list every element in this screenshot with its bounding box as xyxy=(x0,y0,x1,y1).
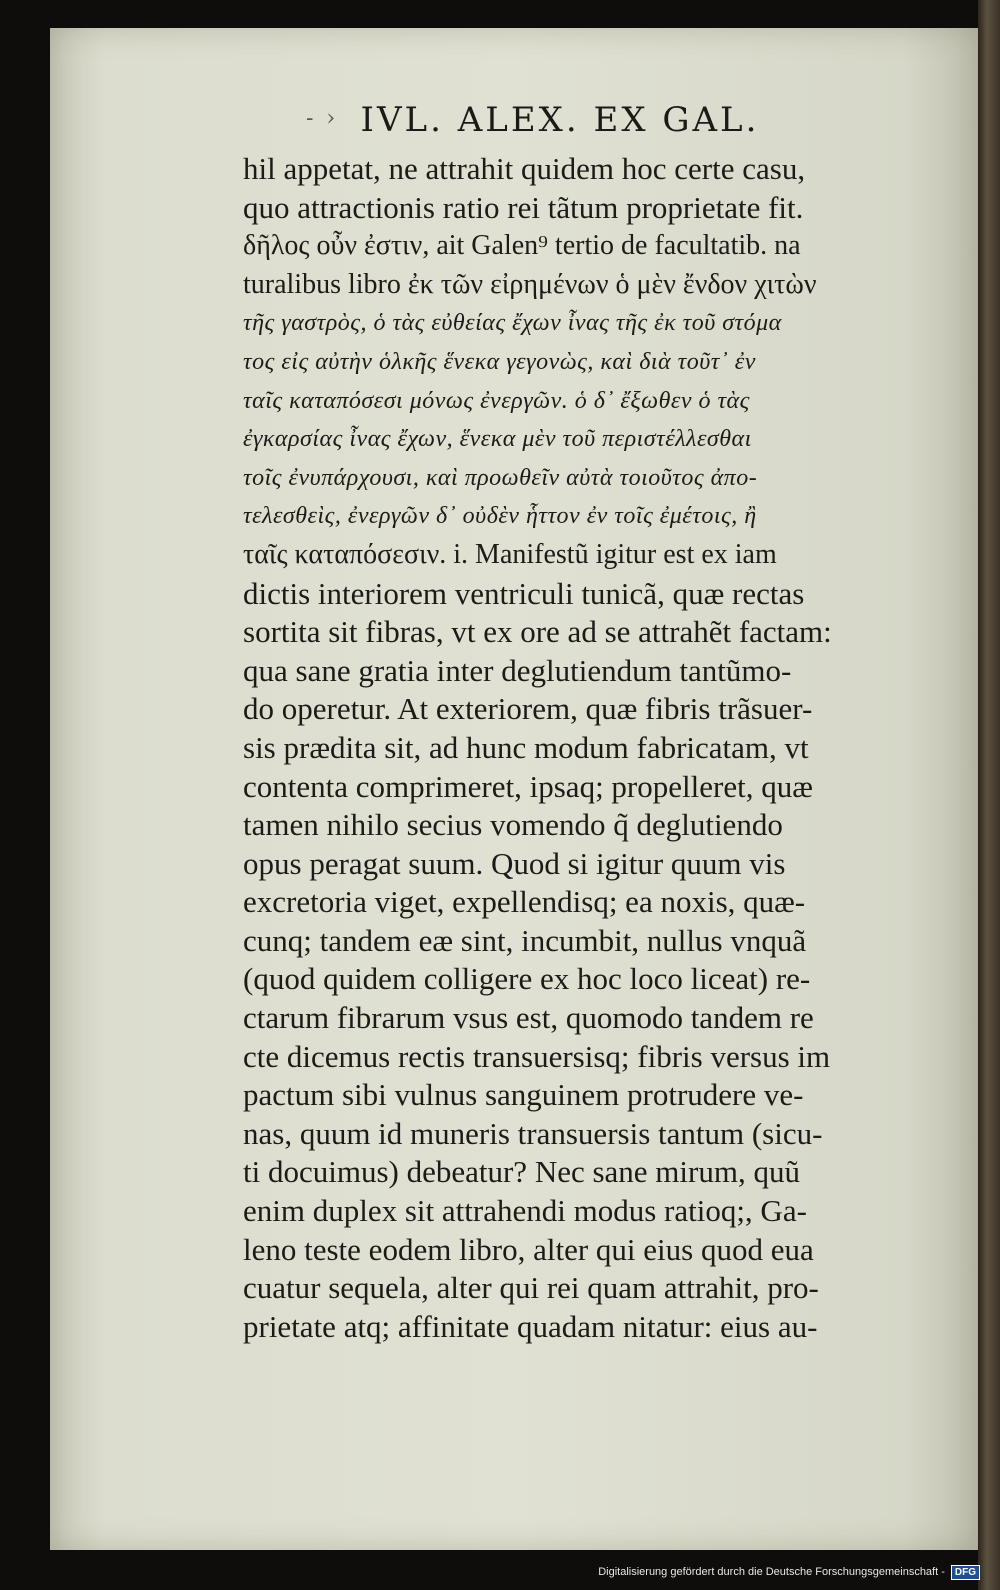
running-head-prefix: - › xyxy=(306,106,339,131)
text-line: tamen nihilo secius vomendo q̃ deglutiendo xyxy=(243,807,783,843)
running-head xyxy=(50,100,978,140)
text-line: contenta comprimeret, ipsaq; propelleret, quæ xyxy=(243,768,813,804)
text-line-greek: ταῖς καταπόσεσι μόνως ἐνεργῶν. ὁ δ᾽ ἔξωθεν ὁ τὰς xyxy=(243,387,750,414)
text-line: hil appetat, ne attrahit quidem hoc certe casu, xyxy=(243,151,806,186)
text-line: leno teste eodem libro, alter qui eius quod eua xyxy=(243,1231,814,1267)
text-line: enim duplex sit attrahendi modus ratioq;, Ga- xyxy=(243,1193,807,1229)
text-line-greek: τῆς γαστρὸς, ὁ τὰς εὐθείας ἔχων ἶνας τῆς ἐκ τοῦ στόμα xyxy=(243,310,782,337)
text-line: ταῖς καταπόσεσιν. i. Manifestũ igitur est ex iam xyxy=(243,538,777,570)
text-line: prietate atq; affinitate quadam nitatur: eius au- xyxy=(243,1308,818,1344)
text-line: cuatur sequela, alter qui rei quam attrahit, pro- xyxy=(243,1270,819,1306)
text-line: quo attractionis ratio rei tãtum proprietate fit. xyxy=(243,189,804,225)
text-line: qua sane gratia inter deglutiendum tantũmo- xyxy=(243,652,792,688)
text-line: dictis interiorem ventriculi tunicã, quæ rectas xyxy=(243,575,805,611)
text-line: cunq; tandem eæ sint, incumbit, nullus vnquã xyxy=(243,922,807,958)
text-line: ti docuimus) debeatur? Nec sane mirum, quũ xyxy=(243,1154,800,1190)
text-line: excretoria viget, expellendisq; ea noxis, quæ- xyxy=(243,884,806,920)
digitization-footer xyxy=(598,1562,980,1582)
text-line: ctarum fibrarum vsus est, quomodo tandem re xyxy=(243,1000,814,1036)
text-line: δῆλος οὖν ἐστιν, ait Galen⁹ tertio de facultatib. na xyxy=(243,230,801,262)
text-line: pactum sibi vulnus sanguinem protrudere ve- xyxy=(243,1077,804,1113)
footer-credit: Digitalisierung gefördert durch die Deutsche Forschungsgemeinschaft - xyxy=(598,1566,945,1578)
text-line: do operetur. At exteriorem, quæ fibris trãsuer- xyxy=(243,691,813,727)
running-head-title: IVL. ALEX. EX GAL. xyxy=(360,100,760,140)
text-line: sortita sit fibras, vt ex ore ad se attrahẽt factam: xyxy=(243,614,832,650)
dfg-logo: DFG xyxy=(951,1565,980,1580)
body-text xyxy=(243,150,913,1346)
text-line-greek: ἐγκαρσίας ἶνας ἔχων, ἕνεκα μὲν τοῦ περιστέλλεσθαι xyxy=(243,426,752,453)
text-line-greek: τοῖς ἐνυπάρχουσι, καὶ προωθεῖν αὐτὰ τοιοῦτος ἀπο- xyxy=(243,464,758,491)
text-line: nas, quum id muneris transuersis tantum (sicu- xyxy=(243,1115,823,1151)
book-binding-edge xyxy=(978,0,1000,1590)
text-line: cte dicemus rectis transuersisq; fibris versus im xyxy=(243,1038,831,1074)
text-line: sis prædita sit, ad hunc modum fabricatam, vt xyxy=(243,729,809,765)
text-line: (quod quidem colligere ex hoc loco liceat) re- xyxy=(243,961,811,997)
text-line: opus peragat suum. Quod si igitur quum vis xyxy=(243,845,786,881)
text-line-greek: τος εἰς αὐτὴν ὁλκῆς ἕνεκα γεγονὼς, καὶ διὰ τοῦτ᾽ ἐν xyxy=(243,348,756,375)
text-line-greek: τελεσθεὶς, ἐνεργῶν δ᾽ οὐδὲν ἧττον ἐν τοῖς ἐμέτοις, ἢ xyxy=(243,503,757,530)
text-line: turalibus libro ἐκ τῶν εἰρημένων ὁ μὲν ἔνδον χιτὼν xyxy=(243,268,817,300)
